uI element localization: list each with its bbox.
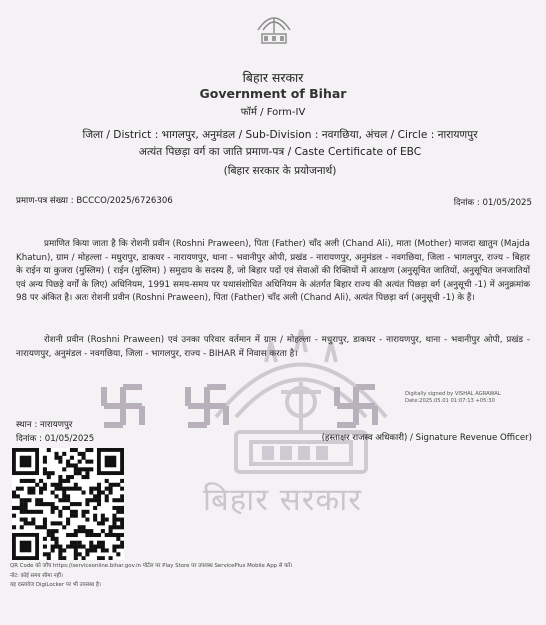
certificate-body-paragraph: प्रमाणित किया जाता है कि रोशनी प्रवीन (Roshni Praween), पिता (Father) चाँद अली (Chand Ali), माता (Mother) माजदा खातुन (Majda Khatun), ग्राम / मोहल्ला - मधुरापुर, डाकघर - नारायणपुर, थाना - भवानीपुर ओपी, प्रखंड - नारायणपुर, अनुमंडल - नवगछिया, जिला - भागलपुर, राज्य - बिहार के राईन या कुजरा (मुस्लिम) ( राईन (मुस्लिम) ) समुदाय के सदस्य हैं, जो बिहार पदों एवं सेवाओं की रिक्तियों में आरक्षण (अनुसूचित जातियों, अनुसूचित जनजातियों एवं अन्य पिछड़े वर्गों के लिए) अधिनियम, 1991 समय-समय पर यथासंशोधित अधिनियम के अंतर्गत बिहार राज्य की अत्यंत पिछड़ा वर्ग (अनुसूची -1) में अनुक्रमांक 98 पर अंकित है। अतः रोशनी प्रवीन (Roshni Praween), पिता (Father) चाँद अली (Chand Ali), अत्यंत पिछड़ा वर्ग (अनुसूची -1) के हैं। (16, 239, 530, 304)
footer-line: यह दस्तावेज DigiLocker पर भी उपलब्ध है। (10, 582, 101, 588)
certificate-number: प्रमाण-पत्र संख्या : BCCCO/2025/6726306 (16, 196, 173, 206)
swastika-icon (333, 383, 379, 429)
certificate-title: अत्यंत पिछड़ा वर्ग का जाति प्रमाण-पत्र / Caste Certificate of EBC (138, 146, 422, 158)
residence-paragraph: रोशनी प्रवीन (Roshni Praween) एवं उनका परिवार वर्तमान में ग्राम / मोहल्ला - मधुरापुर, डाकघर - नारायणपुर, थाना - भवानीपुर ओपी, प्रखंड - नारायणपुर, अनुमंडल - नवगछिया, जिला - भागलपुर, राज्य - BIHAR में निवास करता है। (16, 335, 530, 359)
footer-line: QR Code को जाँच https://serviceonline.bihar.gov.in पोर्टल पर Play Store पर उपलब्ध ServicePlus Mobile App से करें। (10, 563, 293, 569)
issue-date: दिनांक : 01/05/2025 (453, 198, 532, 208)
form-number: फॉर्म / Form-IV (240, 107, 306, 118)
place-block (16, 418, 94, 446)
bihar-emblem-icon (254, 8, 294, 50)
header-state-english: Government of Bihar (199, 86, 347, 101)
purpose-line: (बिहार सरकार के प्रयोजनार्थ) (223, 165, 337, 177)
place-label: स्थान : नारायणपुर (16, 420, 73, 430)
swastika-icon (100, 383, 146, 429)
district-line: जिला / District : भागलपुर, अनुमंडल / Sub-Division : नवगछिया, अंचल / Circle : नारायणपुर (82, 129, 478, 141)
place-date: दिनांक : 01/05/2025 (16, 434, 95, 444)
footer-notes (10, 562, 293, 591)
footer-line: नोट: कोई समय सीमा नहीं। (10, 572, 63, 579)
watermark-text: बिहार सरकार (203, 482, 362, 518)
swastika-icon (184, 383, 230, 429)
digital-signature-date: Date:2025.05.01 01:07:13 +05:30 (405, 397, 495, 404)
qr-code-icon (12, 448, 124, 560)
digital-signature (405, 391, 501, 404)
signature-label: (हस्ताक्षर राजस्व अधिकारी) / Signature Revenue Officer) (321, 433, 532, 443)
digital-signature-signer: Digitally signed by VISHAL AGRAWAL (405, 391, 501, 397)
header-state-hindi: बिहार सरकार (242, 70, 304, 85)
